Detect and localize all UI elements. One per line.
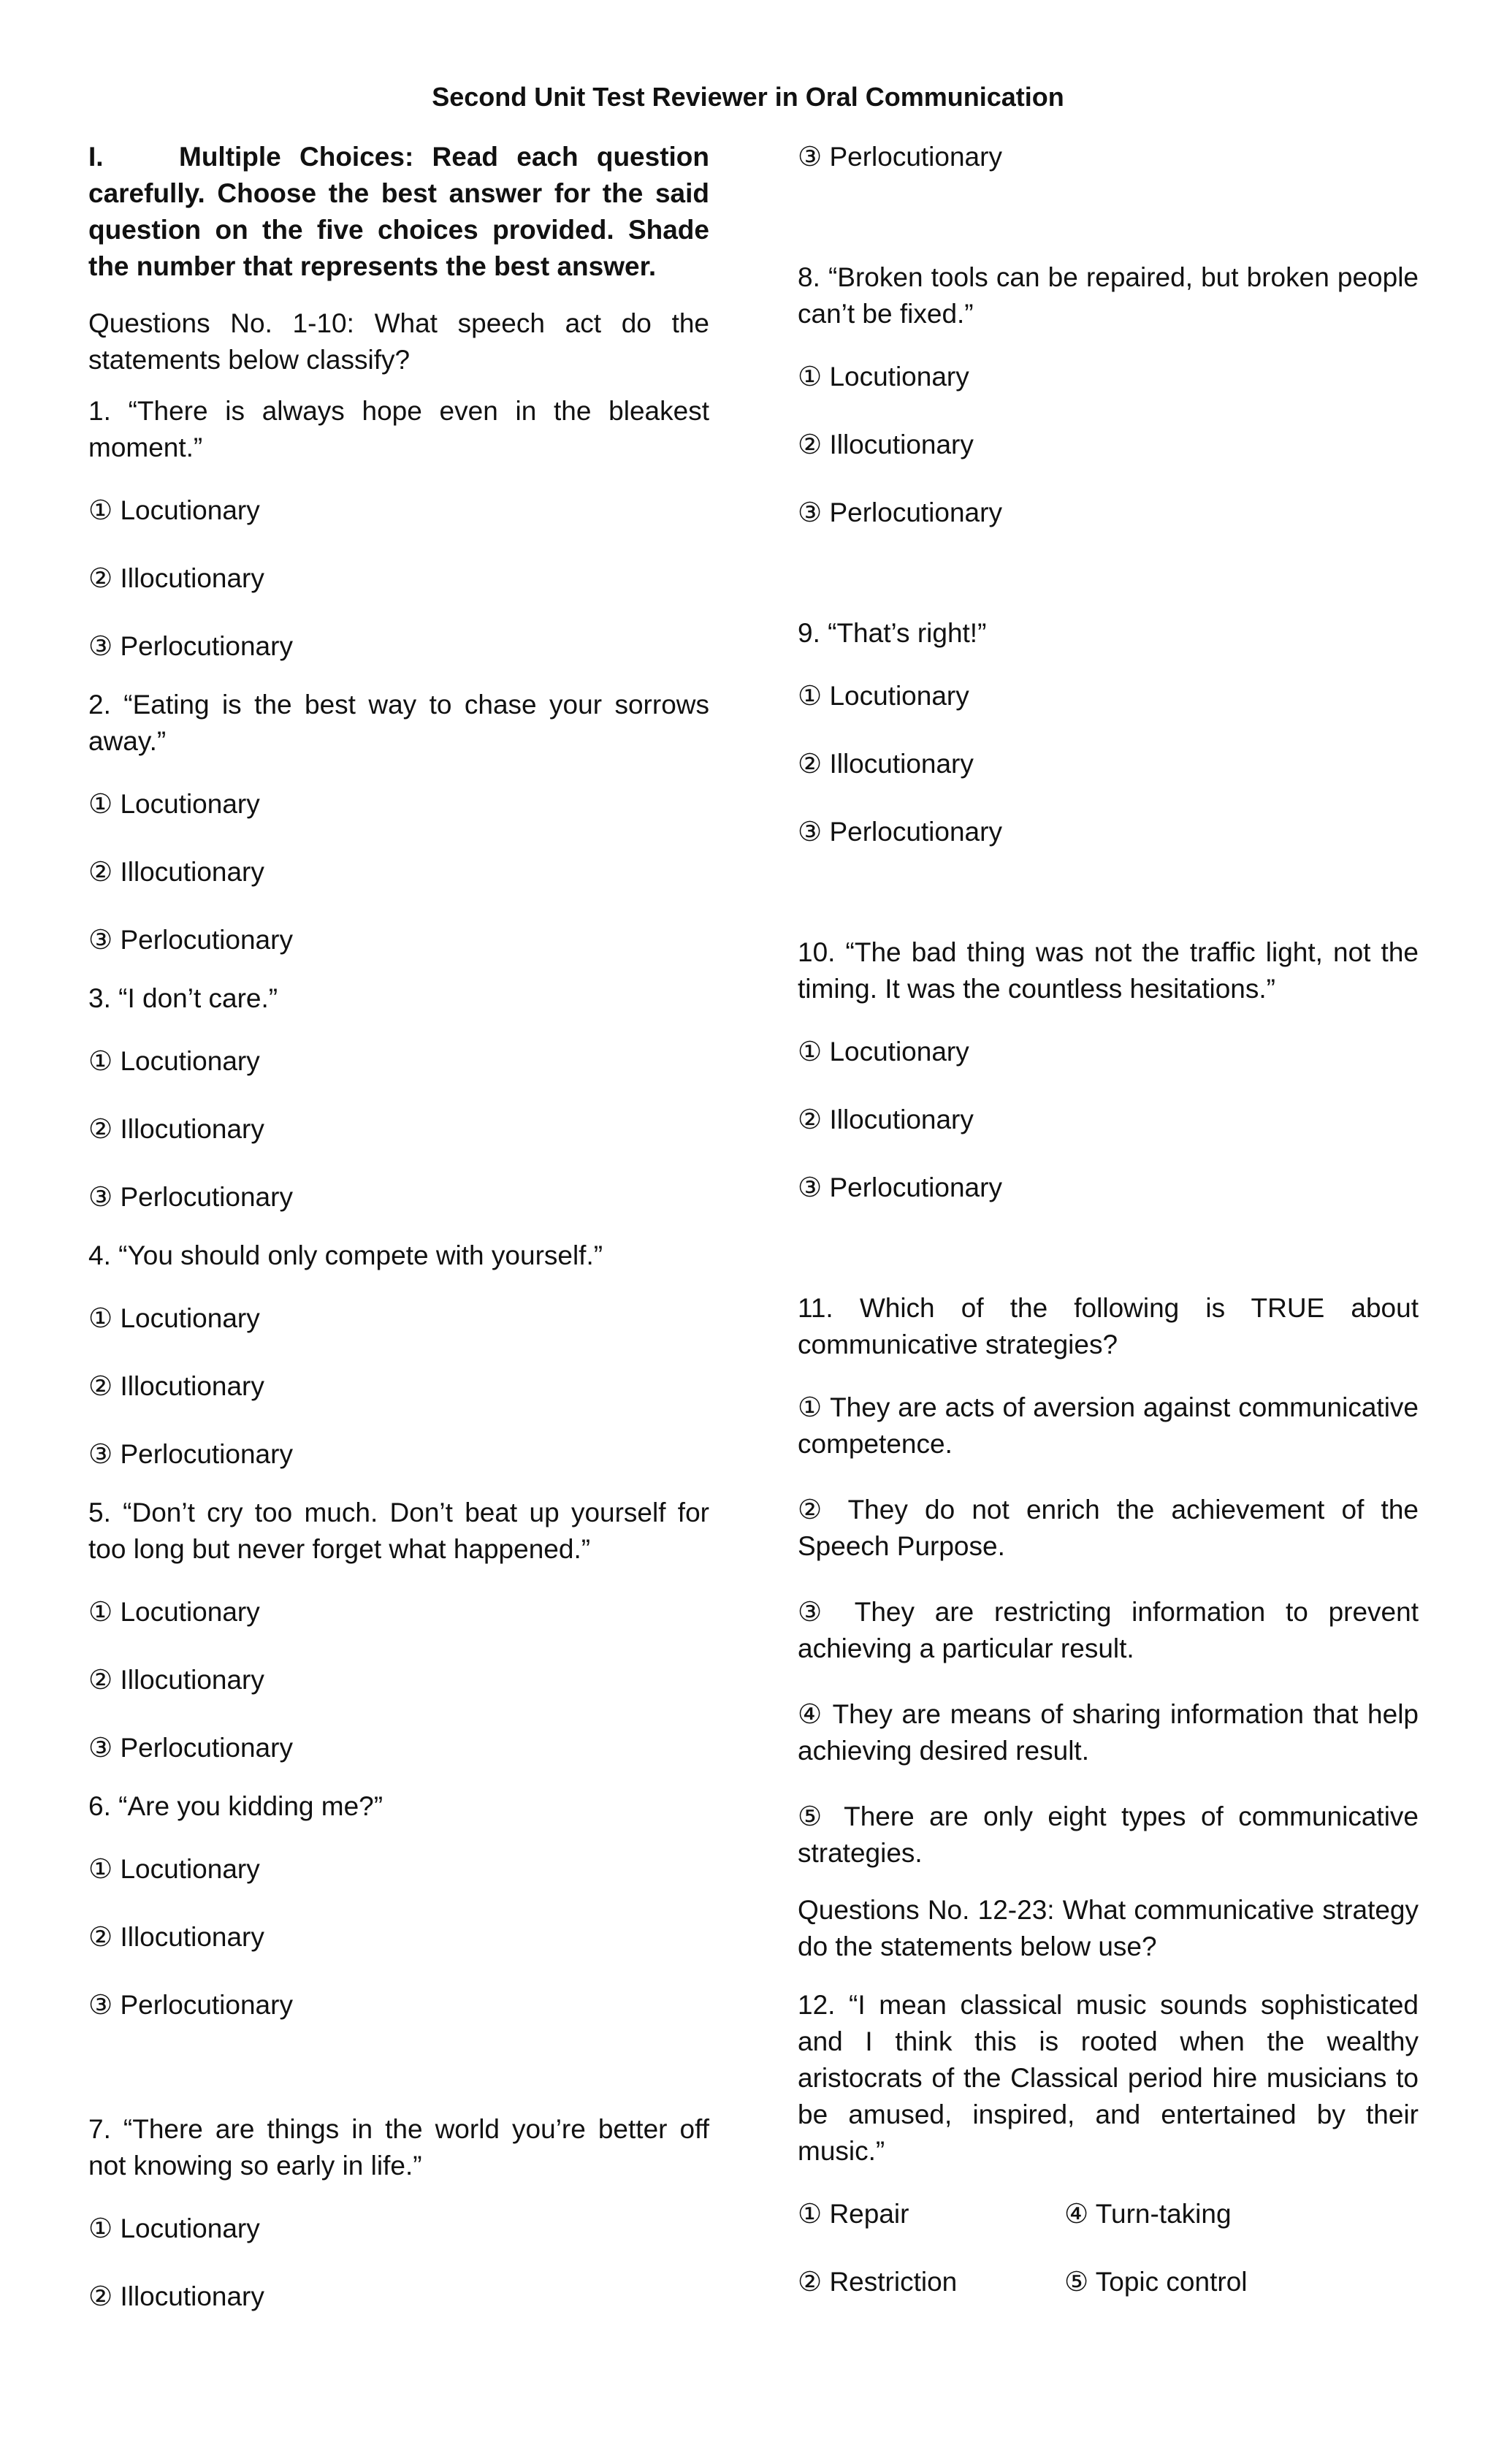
q12-option-4[interactable]: ④ Turn-taking — [1064, 2199, 1232, 2229]
q7-option-1[interactable]: ① Locutionary — [88, 2213, 260, 2243]
q11-option-1[interactable]: ① They are acts of aversion against communicative competence. — [798, 1392, 1419, 1459]
q1-option-1[interactable]: ① Locutionary — [88, 495, 260, 525]
q11-option-5[interactable]: ⑤ There are only eight types of communicative strategies. — [798, 1801, 1419, 1868]
group1-prompt: Questions No. 1-10: What speech act do the statements below classify? — [88, 308, 709, 375]
right-column — [798, 139, 1419, 2332]
left-column — [88, 139, 709, 2346]
q10-option-1[interactable]: ① Locutionary — [798, 1037, 969, 1067]
group2-prompt: Questions No. 12-23: What communicative strategy do the statements below use? — [798, 1895, 1419, 1961]
question-7: 7. “There are things in the world you’re better off not knowing so early in life.” — [88, 2114, 709, 2181]
question-2: 2. “Eating is the best way to chase your sorrows away.” — [88, 690, 709, 756]
q9-option-1[interactable]: ① Locutionary — [798, 681, 969, 711]
q6-option-3[interactable]: ③ Perlocutionary — [88, 1990, 293, 2020]
q9-option-3[interactable]: ③ Perlocutionary — [798, 817, 1002, 847]
q12-options — [798, 2196, 1419, 2332]
q11-option-2[interactable]: ② They do not enrich the achievement of the Speech Purpose. — [798, 1495, 1419, 1561]
q1-option-2[interactable]: ② Illocutionary — [88, 563, 264, 593]
q5-option-2[interactable]: ② Illocutionary — [88, 1665, 264, 1695]
q3-option-2[interactable]: ② Illocutionary — [88, 1114, 264, 1144]
q4-option-3[interactable]: ③ Perlocutionary — [88, 1439, 293, 1469]
question-5: 5. “Don’t cry too much. Don’t beat up yourself for too long but never forget what happened.” — [88, 1498, 709, 1564]
question-6: 6. “Are you kidding me?” — [88, 1791, 383, 1821]
q2-option-3[interactable]: ③ Perlocutionary — [88, 925, 293, 955]
question-10: 10. “The bad thing was not the traffic light, not the timing. It was the countless hesitations.” — [798, 937, 1419, 1004]
q12-option-5[interactable]: ⑤ Topic control — [1064, 2267, 1248, 2297]
q2-option-2[interactable]: ② Illocutionary — [88, 857, 264, 887]
question-4: 4. “You should only compete with yourself.” — [88, 1240, 603, 1270]
q4-option-1[interactable]: ① Locutionary — [88, 1303, 260, 1333]
q5-option-3[interactable]: ③ Perlocutionary — [88, 1733, 293, 1763]
q8-option-3[interactable]: ③ Perlocutionary — [798, 497, 1002, 527]
section-number: I. — [88, 142, 104, 172]
question-11: 11. Which of the following is TRUE about communicative strategies? — [798, 1293, 1419, 1359]
q8-option-2[interactable]: ② Illocutionary — [798, 430, 974, 459]
q10-option-2[interactable]: ② Illocutionary — [798, 1105, 974, 1134]
q10-option-3[interactable]: ③ Perlocutionary — [798, 1172, 1002, 1202]
q12-option-1[interactable]: ① Repair — [798, 2199, 909, 2229]
question-3: 3. “I don’t care.” — [88, 983, 278, 1013]
q6-option-2[interactable]: ② Illocutionary — [88, 1922, 264, 1952]
q3-option-1[interactable]: ① Locutionary — [88, 1046, 260, 1076]
q11-option-4[interactable]: ④ They are means of sharing information that help achieving desired result. — [798, 1699, 1419, 1766]
page-title: Second Unit Test Reviewer in Oral Communication — [432, 82, 1064, 112]
q11-option-3[interactable]: ③ They are restricting information to prevent achieving a particular result. — [798, 1597, 1419, 1663]
question-9: 9. “That’s right!” — [798, 618, 987, 648]
question-12: 12. “I mean classical music sounds sophisticated and I think this is rooted when the wealthy aristocrats of the Classical period hire musicians to be amused, inspired, and entertained by their music.” — [798, 1990, 1419, 2166]
instructions-text: Multiple Choices: Read each question carefully. Choose the best answer for the said question on the five choices provided. Shade the number that represents the best answer. — [88, 142, 709, 281]
q5-option-1[interactable]: ① Locutionary — [88, 1597, 260, 1627]
question-1: 1. “There is always hope even in the bleakest moment.” — [88, 396, 709, 462]
q12-option-2[interactable]: ② Restriction — [798, 2267, 958, 2297]
q4-option-2[interactable]: ② Illocutionary — [88, 1371, 264, 1401]
question-8: 8. “Broken tools can be repaired, but broken people can’t be fixed.” — [798, 262, 1419, 329]
q3-option-3[interactable]: ③ Perlocutionary — [88, 1182, 293, 1212]
section-instructions — [88, 139, 709, 285]
q7-option-2[interactable]: ② Illocutionary — [88, 2281, 264, 2311]
q9-option-2[interactable]: ② Illocutionary — [798, 749, 974, 779]
q6-option-1[interactable]: ① Locutionary — [88, 1854, 260, 1884]
q8-option-1[interactable]: ① Locutionary — [798, 362, 969, 392]
q2-option-1[interactable]: ① Locutionary — [88, 789, 260, 819]
q7-option-3[interactable]: ③ Perlocutionary — [798, 142, 1002, 172]
q1-option-3[interactable]: ③ Perlocutionary — [88, 631, 293, 661]
